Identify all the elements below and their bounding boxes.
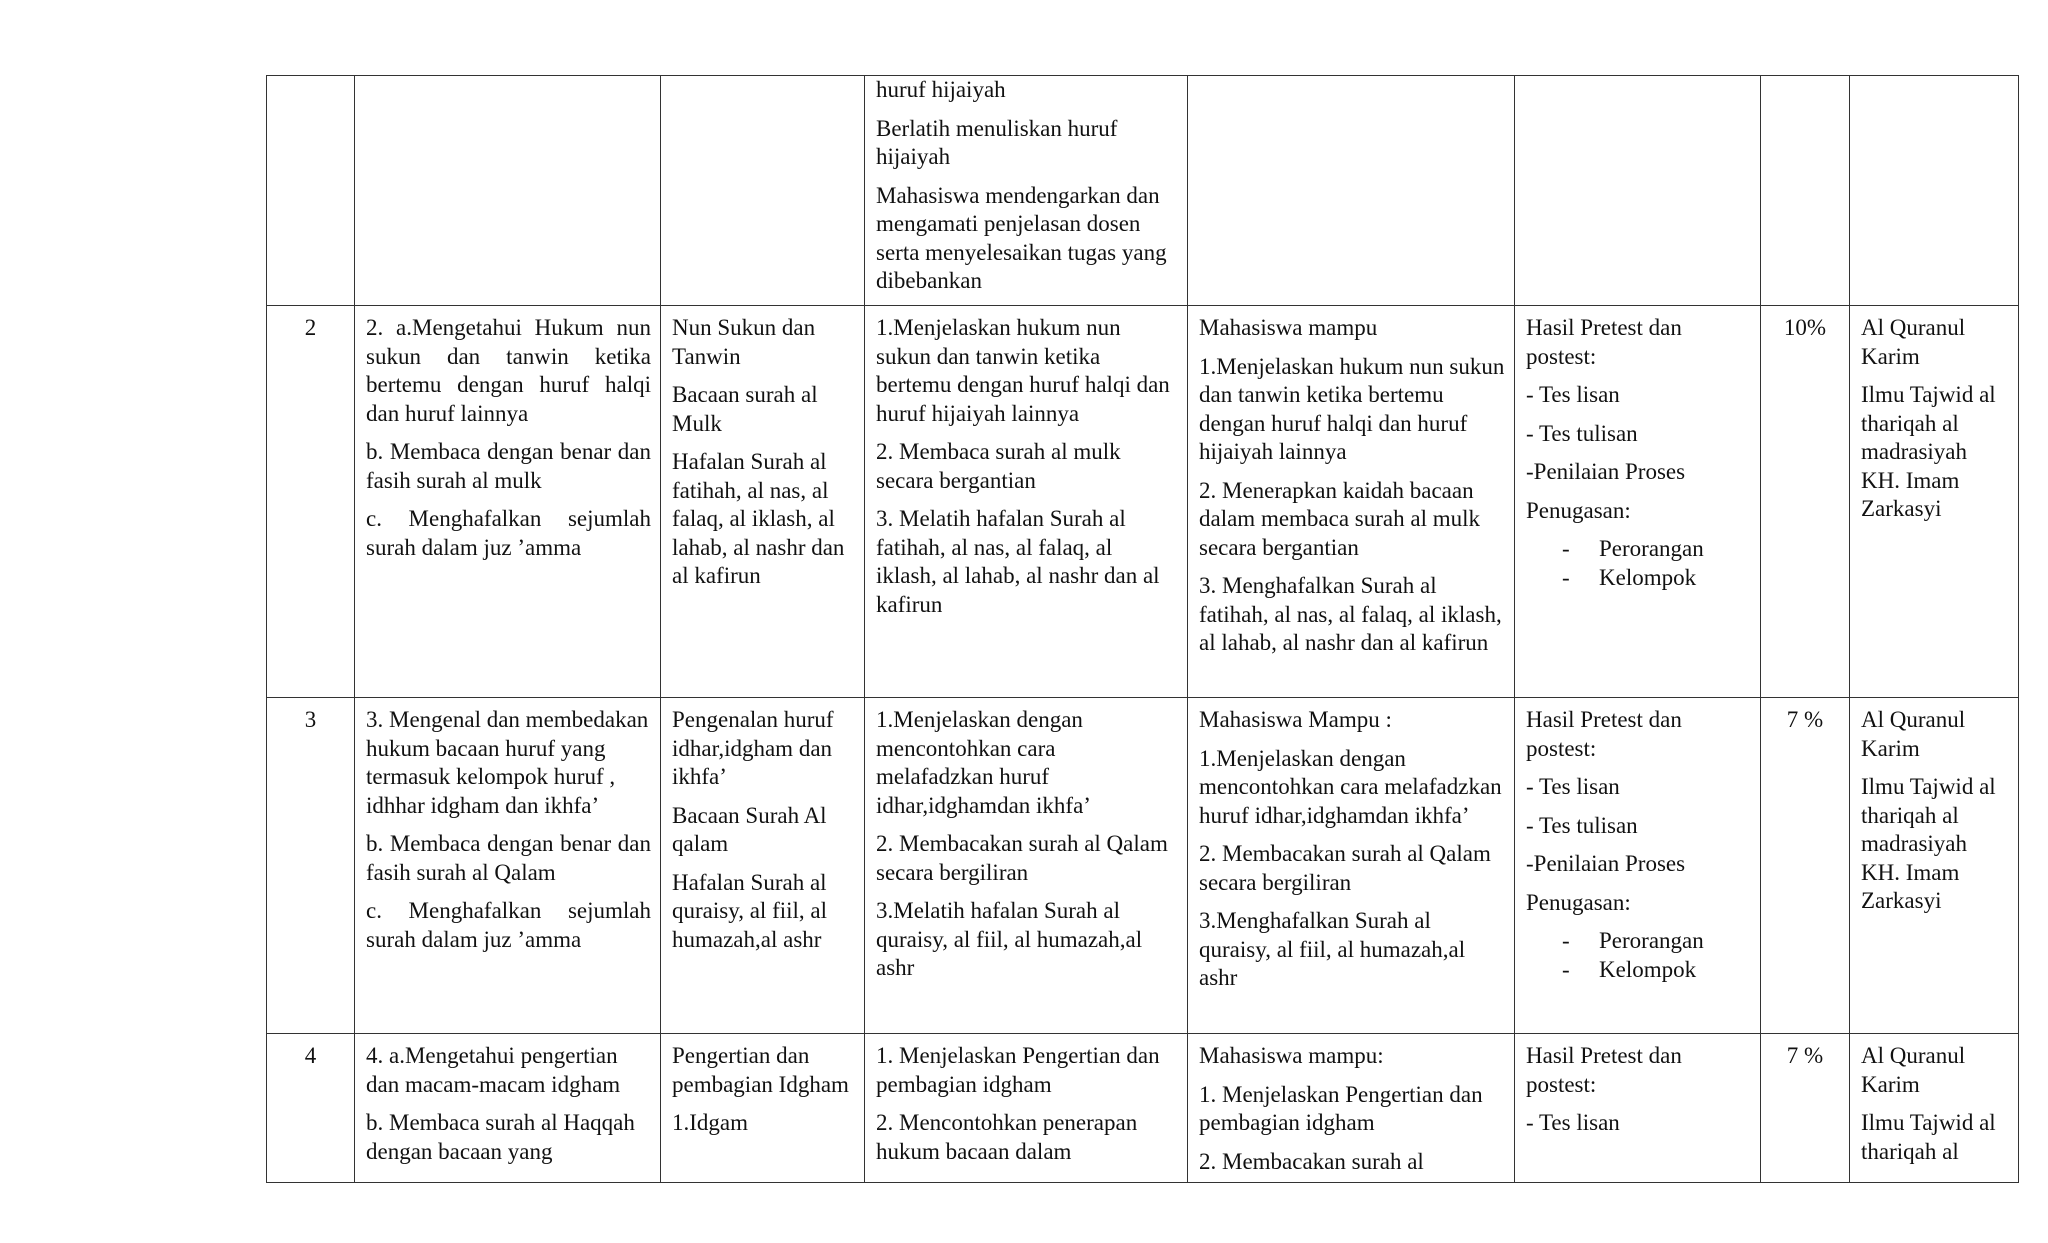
cell-penilaian [1515,306,1761,698]
cell-bobot: 10% [1761,306,1850,698]
indikator-line: 1. Menjelaskan Pengertian dan pembagian idgham [1199,1081,1483,1135]
materi-line: Pengenalan huruf idhar,idgham dan ikhfa’ [672,707,834,789]
metode-line: 1.Menjelaskan hukum nun sukun dan tanwin ketika bertemu dengan huruf halqi dan huruf hijaiyah lainnya [876,315,1170,426]
indikator-line: 3.Menghafalkan Surah al quraisy, al fiil, al humazah,al ashr [1199,908,1466,990]
table-row [267,306,2019,698]
indikator-line: 2. Membacakan surah al Qalam secara bergiliran [1199,841,1491,895]
cell-metode [865,1034,1188,1183]
materi-line: Nun Sukun dan Tanwin [672,315,816,369]
cell-materi [661,76,865,306]
metode-line: 1.Menjelaskan dengan mencontohkan cara melafadzkan huruf idhar,idghamdan ikhfa’ [876,707,1091,818]
list-item: - Kelompok [1562,956,1751,985]
indikator-line: 2. Menerapkan kaidah bacaan dalam membaca surah al mulk secara bergantian [1199,477,1481,560]
indikator-line: 1.Menjelaskan dengan mencontohkan cara melafadzkan huruf idhar,idghamdan ikhfa’ [1199,745,1502,828]
cell-materi [661,306,865,698]
penilaian-line: - Tes lisan [1526,1110,1620,1135]
metode-line: 2. Membaca surah al mulk secara bergantian [876,439,1121,493]
penilaian-line: -Penilaian Proses [1526,851,1686,876]
materi-line: Hafalan Surah al quraisy, al fiil, al humazah,al ashr [672,869,827,952]
cell-no: 3 [267,698,355,1034]
penugasan-list [1526,535,1751,592]
indikator-line: 2. Membacakan surah al [1199,1148,1424,1174]
table-row [267,698,2019,1034]
cell-metode [865,76,1188,306]
cell-indikator [1188,76,1515,306]
cell-kemampuan [355,698,661,1034]
metode-line: 1. Menjelaskan Pengertian dan pembagian idgham [876,1043,1160,1097]
table-row [267,76,2019,306]
indikator-line: Mahasiswa Mampu : [1199,707,1392,732]
referensi-line: Ilmu Tajwid al thariqah al madrasiyah KH. Imam Zarkasyi [1861,774,1996,913]
referensi-line: Ilmu Tajwid al thariqah al [1861,1110,1996,1164]
penilaian-line: Penugasan: [1526,889,1631,915]
cell-penilaian [1515,698,1761,1034]
cell-no: 2 [267,306,355,698]
penilaian-line: - Tes lisan [1526,774,1620,799]
materi-line: 1.Idgam [672,1110,749,1135]
table-row [267,1034,2019,1183]
cell-metode [865,306,1188,698]
cell-no: 4 [267,1034,355,1183]
kemampuan-line: 3. Mengenal dan membedakan hukum bacaan huruf yang termasuk kelompok huruf , idhhar idgham dan ikhfa’ [366,707,649,818]
penilaian-line: - Tes tulisan [1526,812,1638,838]
metode-line: 2. Mencontohkan penerapan hukum bacaan dalam [876,1110,1138,1164]
list-item: - Perorangan [1562,535,1751,564]
metode-line: 3. Melatih hafalan Surah al fatihah, al nas, al falaq, al iklash, al lahab, al nashr dan al kafirun [876,506,1160,617]
referensi-line: Al Quranul Karim [1861,707,1966,761]
list-item: - Perorangan [1562,927,1751,956]
cell-materi [661,698,865,1034]
penilaian-line: -Penilaian Proses [1526,459,1686,484]
kemampuan-line: c. Menghafalkan sejumlah surah dalam juz ’amma [366,506,651,560]
penilaian-line: Hasil Pretest dan postest: [1526,1043,1682,1097]
cell-bobot: 7 % [1761,698,1850,1034]
referensi-line: Ilmu Tajwid al thariqah al madrasiyah KH. Imam Zarkasyi [1861,382,1996,521]
cell-referensi [1850,1034,2019,1183]
kemampuan-line: 2. a.Mengetahui Hukum nun sukun dan tanwin ketika bertemu dengan huruf halqi dan huruf lainnya [366,315,651,426]
kemampuan-line: 4. a.Mengetahui pengertian dan macam-macam idgham [366,1043,621,1097]
indikator-line: 3. Menghafalkan Surah al fatihah, al nas, al falaq, al iklash, al lahab, al nashr dan al kafirun [1199,573,1502,655]
penilaian-line: Hasil Pretest dan postest: [1526,315,1682,369]
metode-line: huruf hijaiyah [876,77,1006,102]
kemampuan-line: b. Membaca dengan benar dan fasih surah al Qalam [366,831,651,885]
cell-no [267,76,355,306]
penilaian-line: Penugasan: [1526,497,1631,523]
rps-table [266,75,2019,1183]
referensi-line: Al Quranul Karim [1861,1043,1966,1097]
cell-indikator [1188,698,1515,1034]
cell-kemampuan [355,76,661,306]
materi-line: Bacaan Surah Al qalam [672,802,827,856]
materi-line: Pengertian dan pembagian Idgham [672,1043,849,1097]
penilaian-line: - Tes lisan [1526,382,1620,407]
cell-indikator [1188,1034,1515,1183]
materi-line: Hafalan Surah al fatihah, al nas, al falaq, al iklash, al lahab, al nashr dan al kafirun [672,449,845,588]
kemampuan-line: b. Membaca surah al Haqqah dengan bacaan yang [366,1110,635,1164]
kemampuan-line: c. Menghafalkan sejumlah surah dalam juz ’amma [366,898,651,952]
metode-line: Berlatih menuliskan huruf hijaiyah [876,115,1118,169]
referensi-line: Al Quranul Karim [1861,315,1966,369]
indikator-line: Mahasiswa mampu: [1199,1043,1384,1068]
cell-kemampuan [355,306,661,698]
cell-referensi [1850,76,2019,306]
cell-penilaian [1515,1034,1761,1183]
list-item: - Kelompok [1562,564,1751,593]
kemampuan-line: b. Membaca dengan benar dan fasih surah al mulk [366,439,651,493]
indikator-line: 1.Menjelaskan hukum nun sukun dan tanwin ketika bertemu dengan huruf halqi dan huruf hijaiyah lainnya [1199,353,1505,464]
cell-kemampuan [355,1034,661,1183]
cell-indikator [1188,306,1515,698]
penilaian-line: Hasil Pretest dan postest: [1526,707,1682,761]
materi-line: Bacaan surah al Mulk [672,382,818,436]
indikator-line: Mahasiswa mampu [1199,315,1378,340]
cell-materi [661,1034,865,1183]
cell-bobot: 7 % [1761,1034,1850,1183]
cell-referensi [1850,306,2019,698]
cell-referensi [1850,698,2019,1034]
cell-penilaian [1515,76,1761,306]
cell-metode [865,698,1188,1034]
metode-line: 3.Melatih hafalan Surah al quraisy, al fiil, al humazah,al ashr [876,898,1143,980]
cell-bobot [1761,76,1850,306]
metode-line: 2. Membacakan surah al Qalam secara bergiliran [876,831,1168,885]
penilaian-line: - Tes tulisan [1526,420,1638,446]
penugasan-list [1526,927,1751,984]
metode-line: Mahasiswa mendengarkan dan mengamati penjelasan dosen serta menyelesaikan tugas yang dibebankan [876,182,1167,293]
